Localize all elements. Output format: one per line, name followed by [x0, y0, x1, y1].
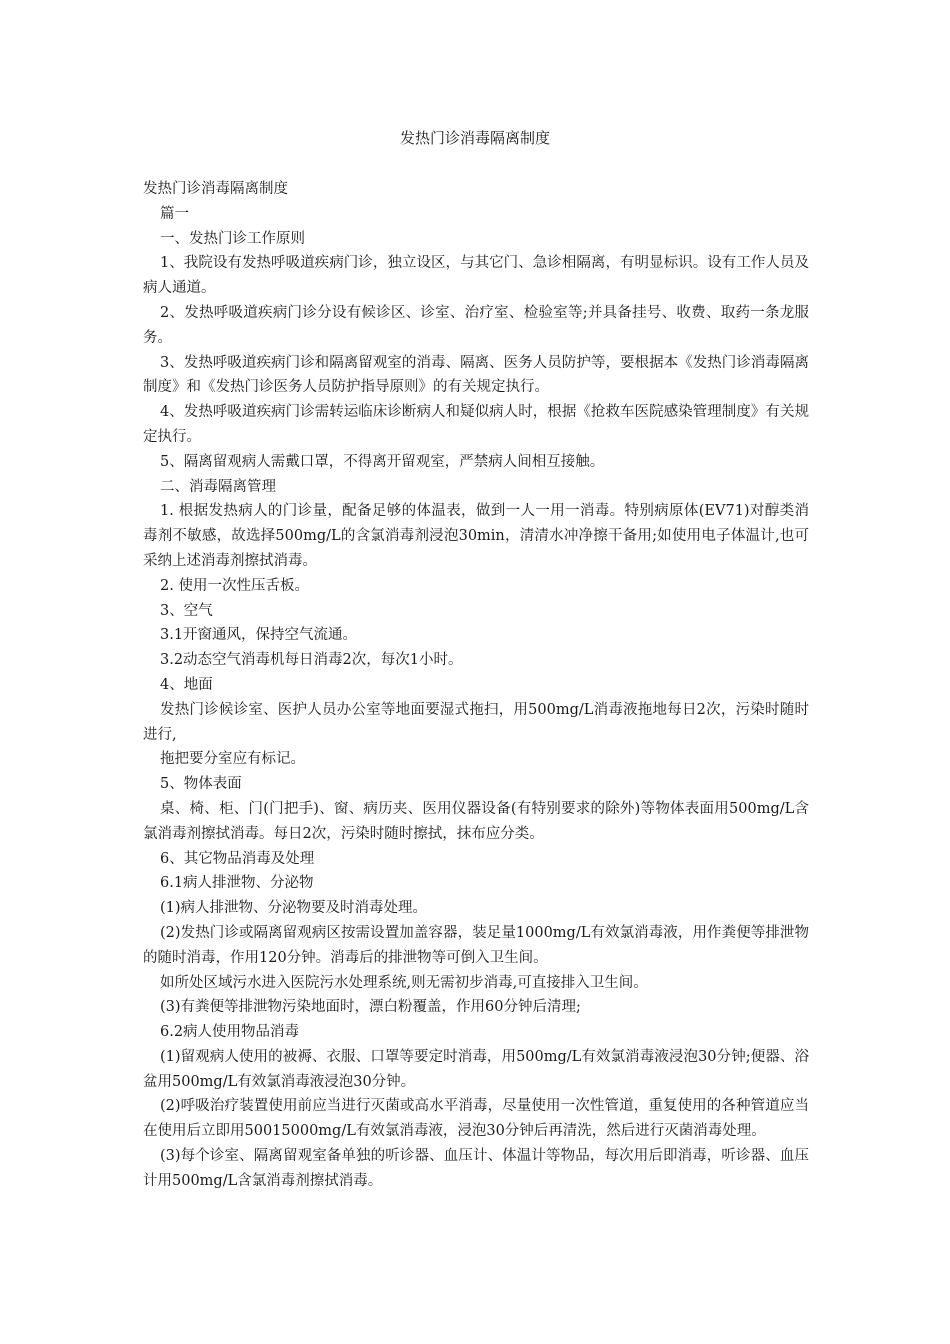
paragraph: 桌、椅、柜、门(门把手)、窗、病历夹、医用仪器设备(有特别要求的除外)等物体表面用500mg/L含氯消毒剂擦拭消毒。每日2次，污染时随时擦拭，抹布应分类。 [143, 800, 809, 842]
paragraph: 3.2动态空气消毒机每日消毒2次，每次1小时。 [160, 652, 463, 669]
paragraph: 拖把要分室应有标记。 [160, 751, 305, 768]
paragraph: (1)病人排泄物、分泌物要及时消毒处理。 [160, 900, 428, 917]
paragraph: 3.1开窗通风，保持空气流通。 [160, 627, 358, 644]
subheading: 6、其它物品消毒及处理 [160, 850, 315, 867]
paragraph: 2、发热呼吸道疾病门诊分设有候诊区、诊室、治疗室、检验室等;并具备挂号、收费、取药一条龙服务。 [143, 304, 809, 346]
subheading: 3、空气 [160, 602, 213, 619]
paragraph: 篇一 [160, 205, 189, 222]
section-heading: 二、消毒隔离管理 [160, 478, 276, 495]
paragraph: (3)每个诊室、隔离留观室备单独的听诊器、血压计、体温计等物品，每次用后即消毒，听诊器、血压计用500mg/L含氯消毒剂擦拭消毒。 [143, 1148, 809, 1189]
document-body [143, 177, 809, 1194]
subheading: 4、地面 [160, 676, 213, 693]
paragraph: 1. 根据发热病人的门诊量，配备足够的体温表，做到一人一用一消毒。特别病原体(EV71)对醇类消毒剂不敏感，故选择500mg/L的含氯消毒剂浸泡30min，清清水冲净擦干备用;如使用电子体温计,也可采纳上述消毒剂擦拭消毒。 [143, 503, 809, 569]
paragraph: (2)呼吸治疗装置使用前应当进行灭菌或高水平消毒，尽量使用一次性管道，重复使用的各种管道应当在使用后立即用50015000mg/L有效氯消毒液，浸泡30分钟后再清洗，然后进行灭菌消毒处理。 [143, 1098, 809, 1140]
paragraph: (2)发热门诊或隔离留观病区按需设置加盖容器，装足量1000mg/L有效氯消毒液，用作粪便等排泄物的随时消毒，作用120分钟。消毒后的排泄物等可倒入卫生间。 [143, 924, 809, 966]
subheading: 6.2病人使用物品消毒 [160, 1024, 300, 1041]
subheading: 5、物体表面 [160, 776, 242, 793]
paragraph: 2. 使用一次性压舌板。 [160, 577, 309, 594]
paragraph: 如所处区域污水进入医院污水处理系统,则无需初步消毒,可直接排入卫生间。 [160, 974, 648, 991]
subheading: 6.1病人排泄物、分泌物 [160, 875, 314, 892]
paragraph: 4、发热呼吸道疾病门诊需转运临床诊断病人和疑似病人时，根据《抢救车医院感染管理制度》有关规定执行。 [143, 404, 809, 445]
paragraph: 发热门诊消毒隔离制度 [143, 181, 288, 197]
section-heading: 一、发热门诊工作原则 [160, 230, 305, 247]
document-title: 发热门诊消毒隔离制度 [399, 129, 550, 147]
paragraph: 发热门诊候诊室、医护人员办公室等地面要湿式拖扫，用500mg/L消毒液拖地每日2次，污染时随时进行, [143, 701, 809, 743]
paragraph: 3、发热呼吸道疾病门诊和隔离留观室的消毒、隔离、医务人员防护等，要根据本《发热门诊消毒隔离制度》和《发热门诊医务人员防护指导原则》的有关规定执行。 [143, 354, 809, 396]
paragraph: (1)留观病人使用的被褥、衣服、口罩等要定时消毒，用500mg/L有效氯消毒液浸泡30分钟;便器、浴盆用500mg/L有效氯消毒液浸泡30分钟。 [143, 1048, 809, 1090]
paragraph: (3)有粪便等排泄物污染地面时，漂白粉覆盖，作用60分钟后清理; [160, 999, 581, 1016]
paragraph: 1、我院设有发热呼吸道疾病门诊，独立设区，与其它门、急诊相隔离，有明显标识。设有工作人员及病人通道。 [143, 255, 809, 297]
paragraph: 5、隔离留观病人需戴口罩，不得离开留观室，严禁病人间相互接触。 [160, 453, 605, 470]
